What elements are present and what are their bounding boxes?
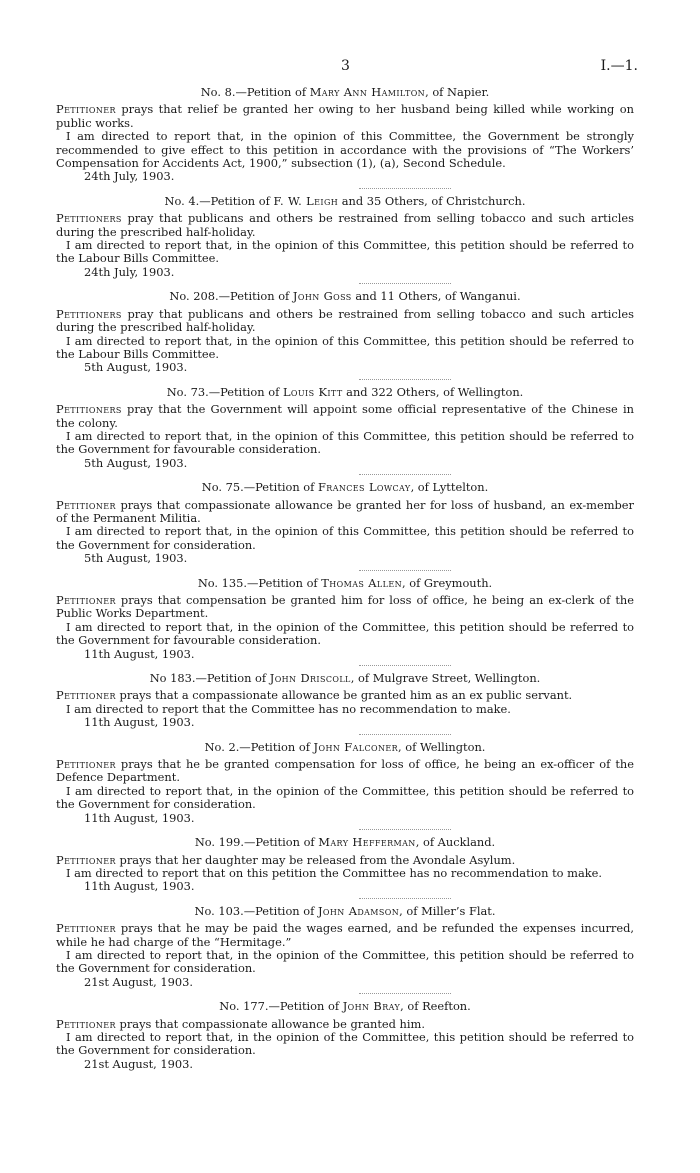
petition-number: No. 177.—Petition of (219, 999, 343, 1014)
separator-rule (359, 474, 451, 475)
petition-number: No. 75.—Petition of (201, 480, 318, 495)
petition-number: No. 4.—Petition of (164, 193, 274, 208)
committee-report: I am directed to report that, in the opinion of the Committee, this petition should be referred to the Government for consideration. (56, 947, 634, 976)
prayer-text: prays that compassionate allowance be granted her for loss of husband, an ex-member of the Permanent Militia. (56, 497, 634, 525)
separator-rule (359, 829, 451, 830)
committee-report: I am directed to report that the Committee has no recommendation to make. (66, 701, 511, 716)
prayer-label: Petitioners (56, 402, 122, 417)
petition-origin: and 11 Others, of Wanganui. (351, 289, 521, 304)
committee-report: I am directed to report that, in the opinion of the Committee, this petition should be referred to the Government for consideration. (56, 1029, 634, 1058)
prayer-label: Petitioner (56, 688, 116, 703)
petition-heading (56, 836, 634, 849)
petition-origin: , of Lyttelton. (410, 480, 489, 495)
petition-origin: , of Napier. (425, 85, 490, 99)
report-date: 11th August, 1903. (84, 810, 195, 825)
petition-prayer (56, 103, 634, 130)
petition-origin: and 322 Others, of Wellington. (342, 384, 524, 399)
prayer-text: prays that he be granted compensation for loss of office, he being an ex-officer of the Defence Department. (56, 757, 634, 785)
petition-number: No. 135.—Petition of (197, 575, 322, 590)
prayer-label: Petitioners (56, 211, 122, 226)
prayer-text: prays that a compassionate allowance be granted him as an ex public servant. (115, 688, 573, 703)
petition-entry (56, 195, 634, 279)
petition-entry (56, 481, 634, 565)
report-date: 24th July, 1903. (84, 264, 175, 279)
petition-number: No. 8.—Petition of (200, 85, 310, 99)
separator-rule (359, 734, 451, 735)
petition-entry (56, 905, 634, 989)
prayer-label: Petitioner (56, 593, 116, 607)
petition-origin: , of Miller’s Flat. (399, 903, 496, 918)
petition-origin: and 35 Others, of Christchurch. (338, 193, 526, 208)
petition-list (56, 86, 634, 1071)
petition-prayer (56, 758, 634, 785)
prayer-label: Petitioner (56, 102, 116, 117)
petition-heading (56, 386, 634, 399)
committee-report: I am directed to report that, in the opinion of the Committee, this petition should be referred to the Government for favourable consideration. (56, 619, 634, 648)
petition-entry (56, 672, 634, 730)
separator-rule (359, 188, 451, 189)
prayer-label: Petitioner (56, 852, 116, 867)
prayer-text: prays that he may be paid the wages earned, and be refunded the expenses incurred, while he had charge of the “Hermitage.” (56, 921, 634, 949)
petition-origin: , of Wellington. (398, 739, 486, 754)
committee-report: I am directed to report that, in the opinion of this Committee, the Government be strongly recommended to give effect to this petition in accordance with the provisions of “The Workers’ Compensation for Accidents Act, 1900,” subsection (1), (a), Second Schedule. (56, 129, 634, 171)
petition-entry (56, 386, 634, 470)
prayer-text: prays that compassionate allowance be granted him. (115, 1016, 425, 1031)
petition-heading (56, 195, 634, 208)
separator-rule (359, 379, 451, 380)
petition-entry (56, 836, 634, 894)
petition-heading (56, 86, 634, 99)
page-header (56, 58, 638, 86)
petition-prayer (56, 689, 634, 702)
petition-prayer (56, 922, 634, 949)
petition-heading (56, 481, 634, 494)
petition-heading (56, 741, 634, 754)
separator-rule (359, 898, 451, 899)
committee-report: I am directed to report that, in the opinion of the Committee, this petition should be referred to the Government for consideration. (56, 783, 634, 812)
petition-entry (56, 577, 634, 661)
petitioner-name: John Bray (342, 999, 401, 1014)
petitioner-name: Mary Ann Hamilton (309, 85, 426, 99)
petition-prayer (56, 212, 634, 239)
petition-heading (56, 290, 634, 303)
petitioner-name: Thomas Allen (321, 575, 402, 590)
petitioner-name: Frances Lowcay (317, 480, 411, 495)
report-date: 11th August, 1903. (84, 646, 195, 661)
separator-rule (359, 993, 451, 994)
prayer-label: Petitioner (56, 1016, 116, 1031)
petitioner-name: John Falconer (313, 739, 399, 754)
report-date: 24th July, 1903. (84, 169, 175, 184)
committee-report: I am directed to report that on this petition the Committee has no recommendation to make. (66, 865, 603, 880)
petition-heading (56, 1000, 634, 1013)
petition-number: No. 2.—Petition of (204, 739, 314, 754)
prayer-text: pray that publicans and others be restrained from selling tobacco and such articles during the prescribed half-holiday. (56, 211, 634, 239)
petition-prayer (56, 594, 634, 621)
prayer-label: Petitioner (56, 921, 116, 936)
petition-prayer (56, 854, 634, 867)
separator-rule (359, 283, 451, 284)
petition-heading (56, 577, 634, 590)
separator-rule (359, 570, 451, 571)
petition-prayer (56, 403, 634, 430)
prayer-text: pray that the Government will appoint some official representative of the Chinese in the colony. (56, 402, 634, 430)
petition-origin: , of Greymouth. (401, 575, 493, 590)
petition-number: No 183.—Petition of (149, 671, 270, 686)
committee-report: I am directed to report that, in the opinion of this Committee, this petition should be referred to the Labour Bills Committee. (56, 238, 634, 266)
report-date: 11th August, 1903. (84, 879, 195, 894)
committee-report: I am directed to report that, in the opinion of this Committee, this petition should be referred to the Labour Bills Committee. (56, 333, 634, 361)
petition-entry (56, 86, 634, 184)
petition-prayer (56, 499, 634, 526)
prayer-label: Petitioner (56, 497, 116, 512)
petition-origin: , of Mulgrave Street, Wellington. (350, 671, 541, 686)
page-number: 3 (341, 58, 350, 74)
petition-entry (56, 1000, 634, 1071)
petition-number: No. 199.—Petition of (194, 835, 319, 850)
petition-origin: , of Reefton. (400, 999, 471, 1014)
report-date: 5th August, 1903. (84, 360, 188, 375)
report-date: 5th August, 1903. (84, 551, 188, 566)
petition-number: No. 103.—Petition of (194, 903, 318, 918)
petition-number: No. 208.—Petition of (169, 289, 293, 304)
committee-report: I am directed to report that, in the opinion of this Committee, this petition should be referred to the Government for consideration. (56, 524, 634, 552)
petitioner-name: John Adamson (317, 903, 400, 918)
petition-number: No. 73.—Petition of (166, 384, 283, 399)
petitioner-name: John Driscoll (269, 671, 351, 686)
prayer-label: Petitioners (56, 306, 122, 321)
petitioner-name: Louis Kitt (282, 384, 343, 399)
paper-reference: I.—1. (600, 58, 638, 74)
report-date: 21st August, 1903. (84, 974, 194, 989)
prayer-text: pray that publicans and others be restrained from selling tobacco and such articles during the prescribed half-holiday. (56, 306, 634, 335)
petitioner-name: John Goss (292, 289, 352, 304)
petition-origin: , of Auckland. (415, 835, 496, 850)
prayer-label: Petitioner (56, 757, 116, 772)
prayer-text: prays that compensation be granted him for loss of office, he being an ex-clerk of the Public Works Department. (56, 593, 634, 621)
petitioner-name: F. W. Leigh (273, 193, 339, 208)
committee-report: I am directed to report that, in the opinion of this Committee, this petition should be referred to the Government for favourable consideration. (56, 428, 634, 457)
separator-rule (359, 665, 451, 666)
petition-prayer (56, 1018, 634, 1031)
report-date: 11th August, 1903. (84, 715, 195, 730)
petitioner-name: Mary Hefferman (318, 835, 416, 850)
document-page (56, 58, 638, 1071)
prayer-text: prays that her daughter may be released from the Avondale Asylum. (115, 852, 516, 867)
petition-heading (56, 905, 634, 918)
petition-entry (56, 290, 634, 374)
petition-entry (56, 741, 634, 825)
report-date: 21st August, 1903. (84, 1056, 194, 1071)
petition-heading (56, 672, 634, 685)
petition-prayer (56, 308, 634, 335)
report-date: 5th August, 1903. (84, 455, 188, 470)
prayer-text: prays that relief be granted her owing to her husband being killed while working on public works. (56, 102, 634, 130)
